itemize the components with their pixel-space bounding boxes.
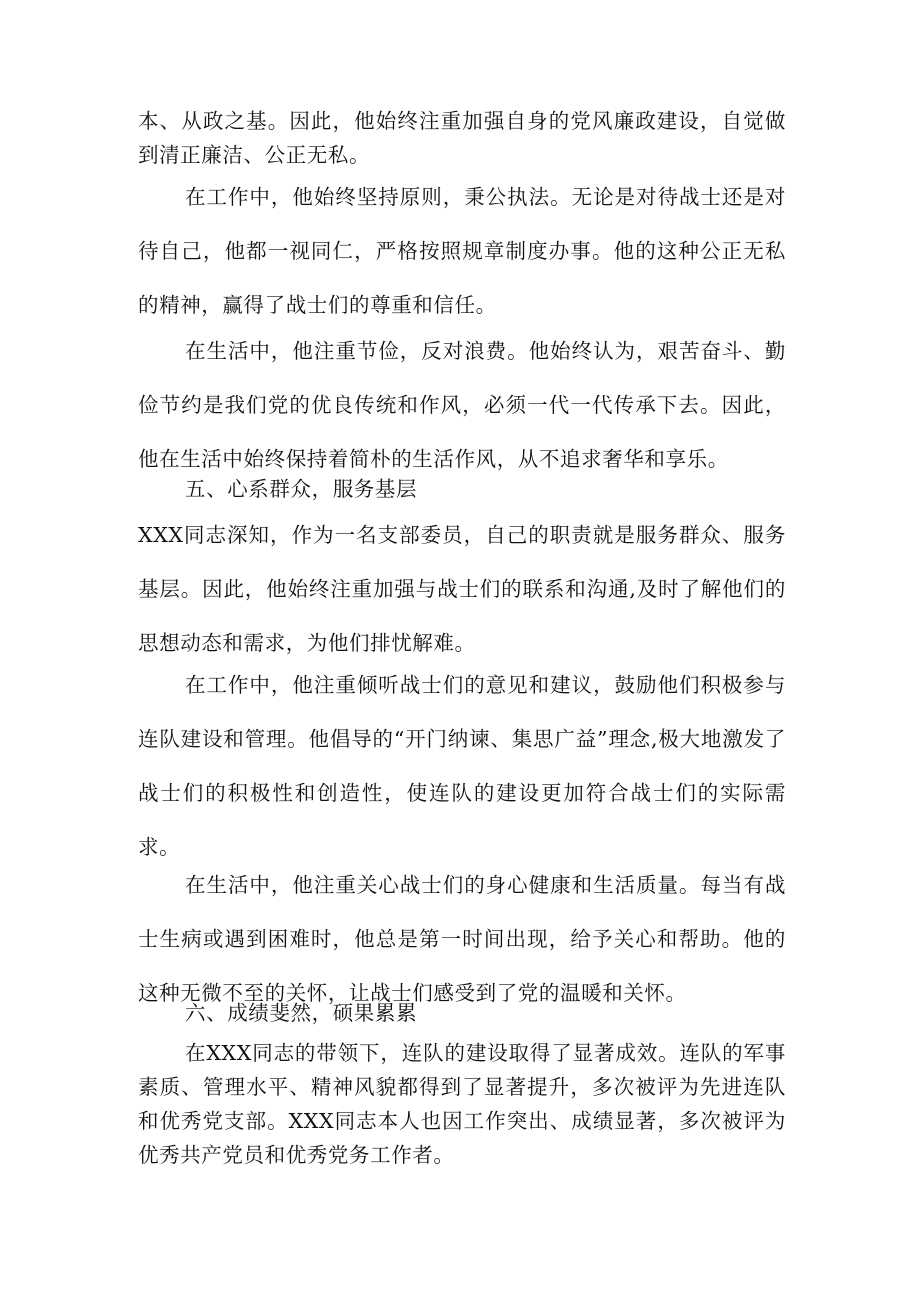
section-heading-five: 五、心系群众，服务基层 (185, 477, 418, 501)
paragraph-serve-masses: XXX同志深知，作为一名支部委员，自己的职责就是服务群众、服务基层。因此，他始终注重加强与战士们的联系和沟通,及时了解他们的思想动态和需求，为他们排忧解难。 (138, 523, 786, 655)
paragraph-life-thrift: 在生活中，他注重节俭，反对浪费。他始终认为，艰苦奋斗、勤俭节约是我们党的优良传统和作风，必须一代一代传承下去。因此，他在生活中始终保持着简朴的生活作风，从不追求奢华和享乐。 (138, 339, 786, 471)
paragraph-integrity: 本、从政之基。因此，他始终注重加强自身的党风廉政建设，自觉做到清正廉洁、公正无私。 (138, 109, 786, 167)
section-heading-six: 六、成绩斐然，硕果累累 (185, 1001, 418, 1025)
paragraph-listen-soldiers: 在工作中，他注重倾听战士们的意见和建议，鼓励他们积极参与连队建设和管理。他倡导的“开门纳谏、集思广益”理念,极大地激发了战士们的积极性和创造性，使连队的建设更加符合战士们的实际需求。 (138, 673, 786, 859)
paragraph-achievements: 在XXX同志的带领下，连队的建设取得了显著成效。连队的军事素质、管理水平、精神风貌都得到了显著提升，多次被评为先进连队和优秀党支部。XXX同志本人也因工作突出、成绩显著，多次被评为优秀共产党员和优秀党务工作者。 (138, 1041, 786, 1167)
paragraph-care-soldiers: 在生活中，他注重关心战士们的身心健康和生活质量。每当有战士生病或遇到困难时，他总是第一时间出现，给予关心和帮助。他的这种无微不至的关怀，让战士们感受到了党的温暖和关怀。 (138, 873, 786, 1005)
paragraph-work-principle: 在工作中，他始终坚持原则，秉公执法。无论是对待战士还是对待自己，他都一视同仁，严格按照规章制度办事。他的这种公正无私的精神，赢得了战士们的尊重和信任。 (138, 185, 786, 317)
